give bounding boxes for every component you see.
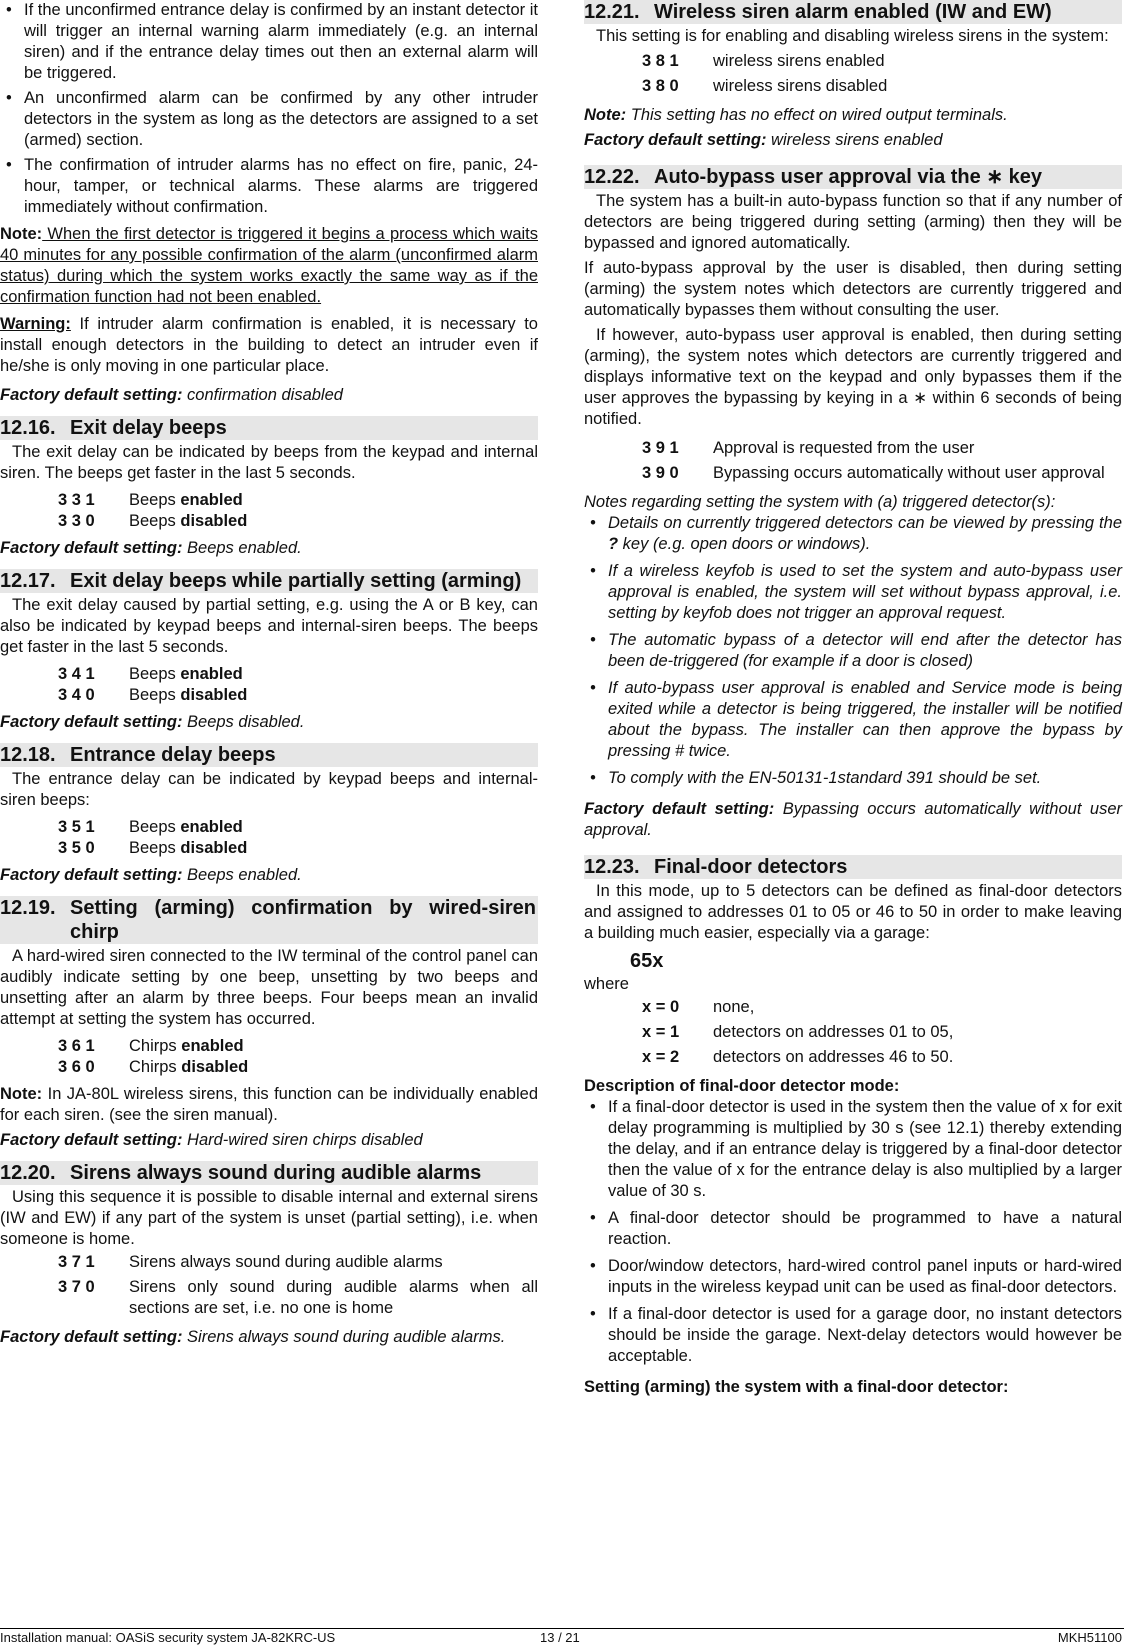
section-text: If however, auto-bypass user approval is enabled, then during setting (arming), the system notes which detectors are currently triggered and displays informative text on the keypad and only bypasses them if the user approves the bypassing by keying in a ∗ within 6 seconds of being notified.	[584, 326, 1122, 428]
setting-title: Setting (arming) the system with a final-door detector:	[584, 1378, 1009, 1396]
section-text: The system has a built-in auto-bypass function so that if any number of detectors are being triggered during setting (arming) then they will be bypassed and ignored automatically.	[584, 192, 1122, 252]
code-list	[58, 490, 538, 532]
code-row: 3 4 0 Beeps disabled	[58, 686, 248, 704]
section-heading-12-21: 12.21. Wireless siren alarm enabled (IW and EW)	[584, 0, 1122, 24]
section-heading-12-18: 12.18. Entrance delay beeps	[0, 743, 538, 767]
code-row: x = 1 detectors on addresses 01 to 05,	[642, 1023, 954, 1041]
confirmation-note	[0, 224, 538, 308]
factory-default: Factory default setting: Sirens always sound during audible alarms.	[0, 1328, 506, 1346]
document-code: MKH51100	[1057, 1630, 1122, 1645]
intro-bullet-list	[0, 0, 538, 218]
formula: 65x	[630, 950, 664, 972]
factory-default: Factory default setting: Beeps enabled.	[0, 866, 302, 884]
section-text: The exit delay can be indicated by beeps from the keypad and internal siren. The beeps get faster in the last 5 seconds.	[0, 443, 538, 482]
code-row: 3 5 0 Beeps disabled	[58, 839, 248, 857]
notes-title: Notes regarding setting the system with (a) triggered detector(s):	[584, 493, 1056, 511]
note-label: Note:	[0, 225, 43, 243]
list-item: • A final-door detector should be programmed to have a natural reaction.	[584, 1208, 1122, 1250]
section-text: This setting is for enabling and disabling wireless sirens in the system:	[596, 27, 1109, 45]
code-list	[58, 1252, 538, 1319]
list-item: • To comply with the EN-50131-1standard 391 should be set.	[584, 768, 1122, 789]
code-row: 3 7 1 Sirens always sound during audible alarms	[58, 1253, 443, 1271]
code-list	[58, 1036, 538, 1078]
left-column	[0, 0, 538, 1348]
code-row: 3 4 1 Beeps enabled	[58, 665, 243, 683]
code-row: 3 5 1 Beeps enabled	[58, 818, 243, 836]
factory-default: Factory default setting: confirmation disabled	[0, 386, 343, 404]
bypass-notes-list	[584, 513, 1122, 789]
list-item: • If a final-door detector is used for a garage door, no instant detectors should be inside the garage. Next-delay detectors would however be acceptable.	[584, 1304, 1122, 1367]
right-column	[584, 0, 1122, 1398]
list-item: • Details on currently triggered detectors can be viewed by pressing the ? key (e.g. open doors or windows).	[584, 513, 1122, 555]
list-item: • If a wireless keyfob is used to set the system and auto-bypass user approval is enabled, the system will set without bypass approval, i.e. setting by keyfob does not trigger an approval request.	[584, 561, 1122, 624]
siren-note: Note: In JA-80L wireless sirens, this function can be individually enabled for each siren. (see the siren manual).	[0, 1085, 538, 1124]
list-item: • If auto-bypass user approval is enabled and Service mode is being exited while a detector is being triggered, the installer will be notified about the bypass. The installer can then approve the bypass by pressing # twice.	[584, 678, 1122, 762]
list-item: • If the unconfirmed entrance delay is confirmed by an instant detector it will trigger an internal warning alarm immediately (e.g. an internal siren) and if the entrance delay times out then an external alarm will be triggered.	[0, 0, 538, 84]
warning-label: Warning:	[0, 315, 71, 333]
code-row: 3 8 1 wireless sirens enabled	[642, 52, 885, 70]
section-heading-12-20: 12.20. Sirens always sound during audible alarms	[0, 1161, 538, 1185]
factory-default: Factory default setting: Beeps disabled.	[0, 713, 305, 731]
mode-description-title: Description of final-door detector mode:	[584, 1077, 900, 1095]
code-list	[58, 817, 538, 859]
code-row: 3 6 0 Chirps disabled	[58, 1058, 249, 1076]
code-row: 3 8 0 wireless sirens disabled	[642, 77, 888, 95]
list-item: • An unconfirmed alarm can be confirmed by any other intruder detectors in the system as long as the detectors are assigned to a set (armed) section.	[0, 88, 538, 151]
page-number: 13 / 21	[540, 1630, 580, 1645]
where-label: where	[584, 975, 629, 993]
code-row: x = 2 detectors on addresses 46 to 50.	[642, 1048, 954, 1066]
warning-text: If intruder alarm confirmation is enabled, it is necessary to install enough detectors in the building to detect an intruder even if he/she is only moving in one particular place.	[0, 315, 538, 375]
list-item: • The confirmation of intruder alarms has no effect on fire, panic, 24-hour, tamper, or technical alarms. These alarms are triggered immediately without confirmation.	[0, 155, 538, 218]
code-list	[642, 997, 1122, 1068]
page-footer	[0, 1628, 1124, 1647]
code-row: 3 6 1 Chirps enabled	[58, 1037, 244, 1055]
code-list	[642, 438, 1122, 484]
code-row: 3 3 0 Beeps disabled	[58, 512, 248, 530]
factory-default: Factory default setting: Beeps enabled.	[0, 539, 302, 557]
factory-default: Factory default setting: wireless sirens enabled	[584, 131, 943, 149]
code-list	[642, 51, 1122, 97]
code-list	[58, 664, 538, 706]
factory-default: Factory default setting: Hard-wired siren chirps disabled	[0, 1131, 423, 1149]
section-text: The exit delay caused by partial setting, e.g. using the A or B key, can also be indicated by keypad beeps and internal-siren beeps. The beeps get faster in the last 5 seconds.	[0, 596, 538, 656]
code-row: 3 9 1 Approval is requested from the user	[642, 439, 975, 457]
list-item: • Door/window detectors, hard-wired control panel inputs or hard-wired inputs in the wireless keypad unit can be used as final-door detectors.	[584, 1256, 1122, 1298]
note-text: When the first detector is triggered it begins a process which waits 40 minutes for any possible confirmation of the alarm (unconfirmed alarm status) during which the system works exactly the same way as if the confirmation function had not been enabled.	[0, 225, 538, 306]
section-text: In this mode, up to 5 detectors can be defined as final-door detectors and assigned to addresses 01 to 05 or 46 to 50 in order to make leaving a building much easier, especially via a garage:	[584, 882, 1122, 942]
list-item: • The automatic bypass of a detector will end after the detector has been de-triggered (for example if a door is closed)	[584, 630, 1122, 672]
list-item: • If a final-door detector is used in the system then the value of x for exit delay programming is multiplied by 30 s (see 12.1) thereby extending the delay, and if an entrance delay is triggered by a final-door detector then the value of x for the entrance delay is also multiplied by a larger value of 30 s.	[584, 1097, 1122, 1202]
code-row: x = 0 none,	[642, 998, 755, 1016]
section-text: Using this sequence it is possible to disable internal and external sirens (IW and EW) if any part of the system is unset (partial setting), i.e. when someone is home.	[0, 1188, 538, 1248]
section-heading-12-22: 12.22. Auto-bypass user approval via the ∗ key	[584, 165, 1122, 189]
final-door-list	[584, 1097, 1122, 1367]
factory-default: Factory default setting: Bypassing occurs automatically without user approval.	[584, 800, 1122, 839]
warning-paragraph	[0, 314, 538, 377]
section-heading-12-23: 12.23. Final-door detectors	[584, 855, 1122, 879]
section-text: A hard-wired siren connected to the IW terminal of the control panel can audibly indicate setting by one beep, unsetting by two beeps and unsetting after an alarm by three beeps. Four beeps mean an invalid attempt at setting the system has occurred.	[0, 947, 538, 1028]
section-heading-12-19: 12.19. Setting (arming) confirmation by wired-siren chirp	[0, 897, 536, 943]
section-heading-12-16: 12.16. Exit delay beeps	[0, 416, 538, 440]
code-row: 3 7 0 Sirens only sound during audible alarms when all sections are set, i.e. no one is home	[58, 1278, 538, 1317]
code-row: 3 9 0 Bypassing occurs automatically without user approval	[642, 464, 1105, 482]
section-text: The entrance delay can be indicated by keypad beeps and internal-siren beeps:	[0, 770, 538, 809]
wired-output-note: Note: This setting has no effect on wired output terminals.	[584, 106, 1008, 124]
section-text: If auto-bypass approval by the user is disabled, then during setting (arming) the system notes which detectors are currently triggered and automatically bypasses them without consulting the user.	[584, 259, 1122, 319]
code-row: 3 3 1 Beeps enabled	[58, 491, 243, 509]
footer-manual-title: Installation manual: OASiS security system JA-82KRC-US	[0, 1630, 336, 1645]
section-heading-12-17: 12.17. Exit delay beeps while partially setting (arming)	[0, 569, 538, 593]
